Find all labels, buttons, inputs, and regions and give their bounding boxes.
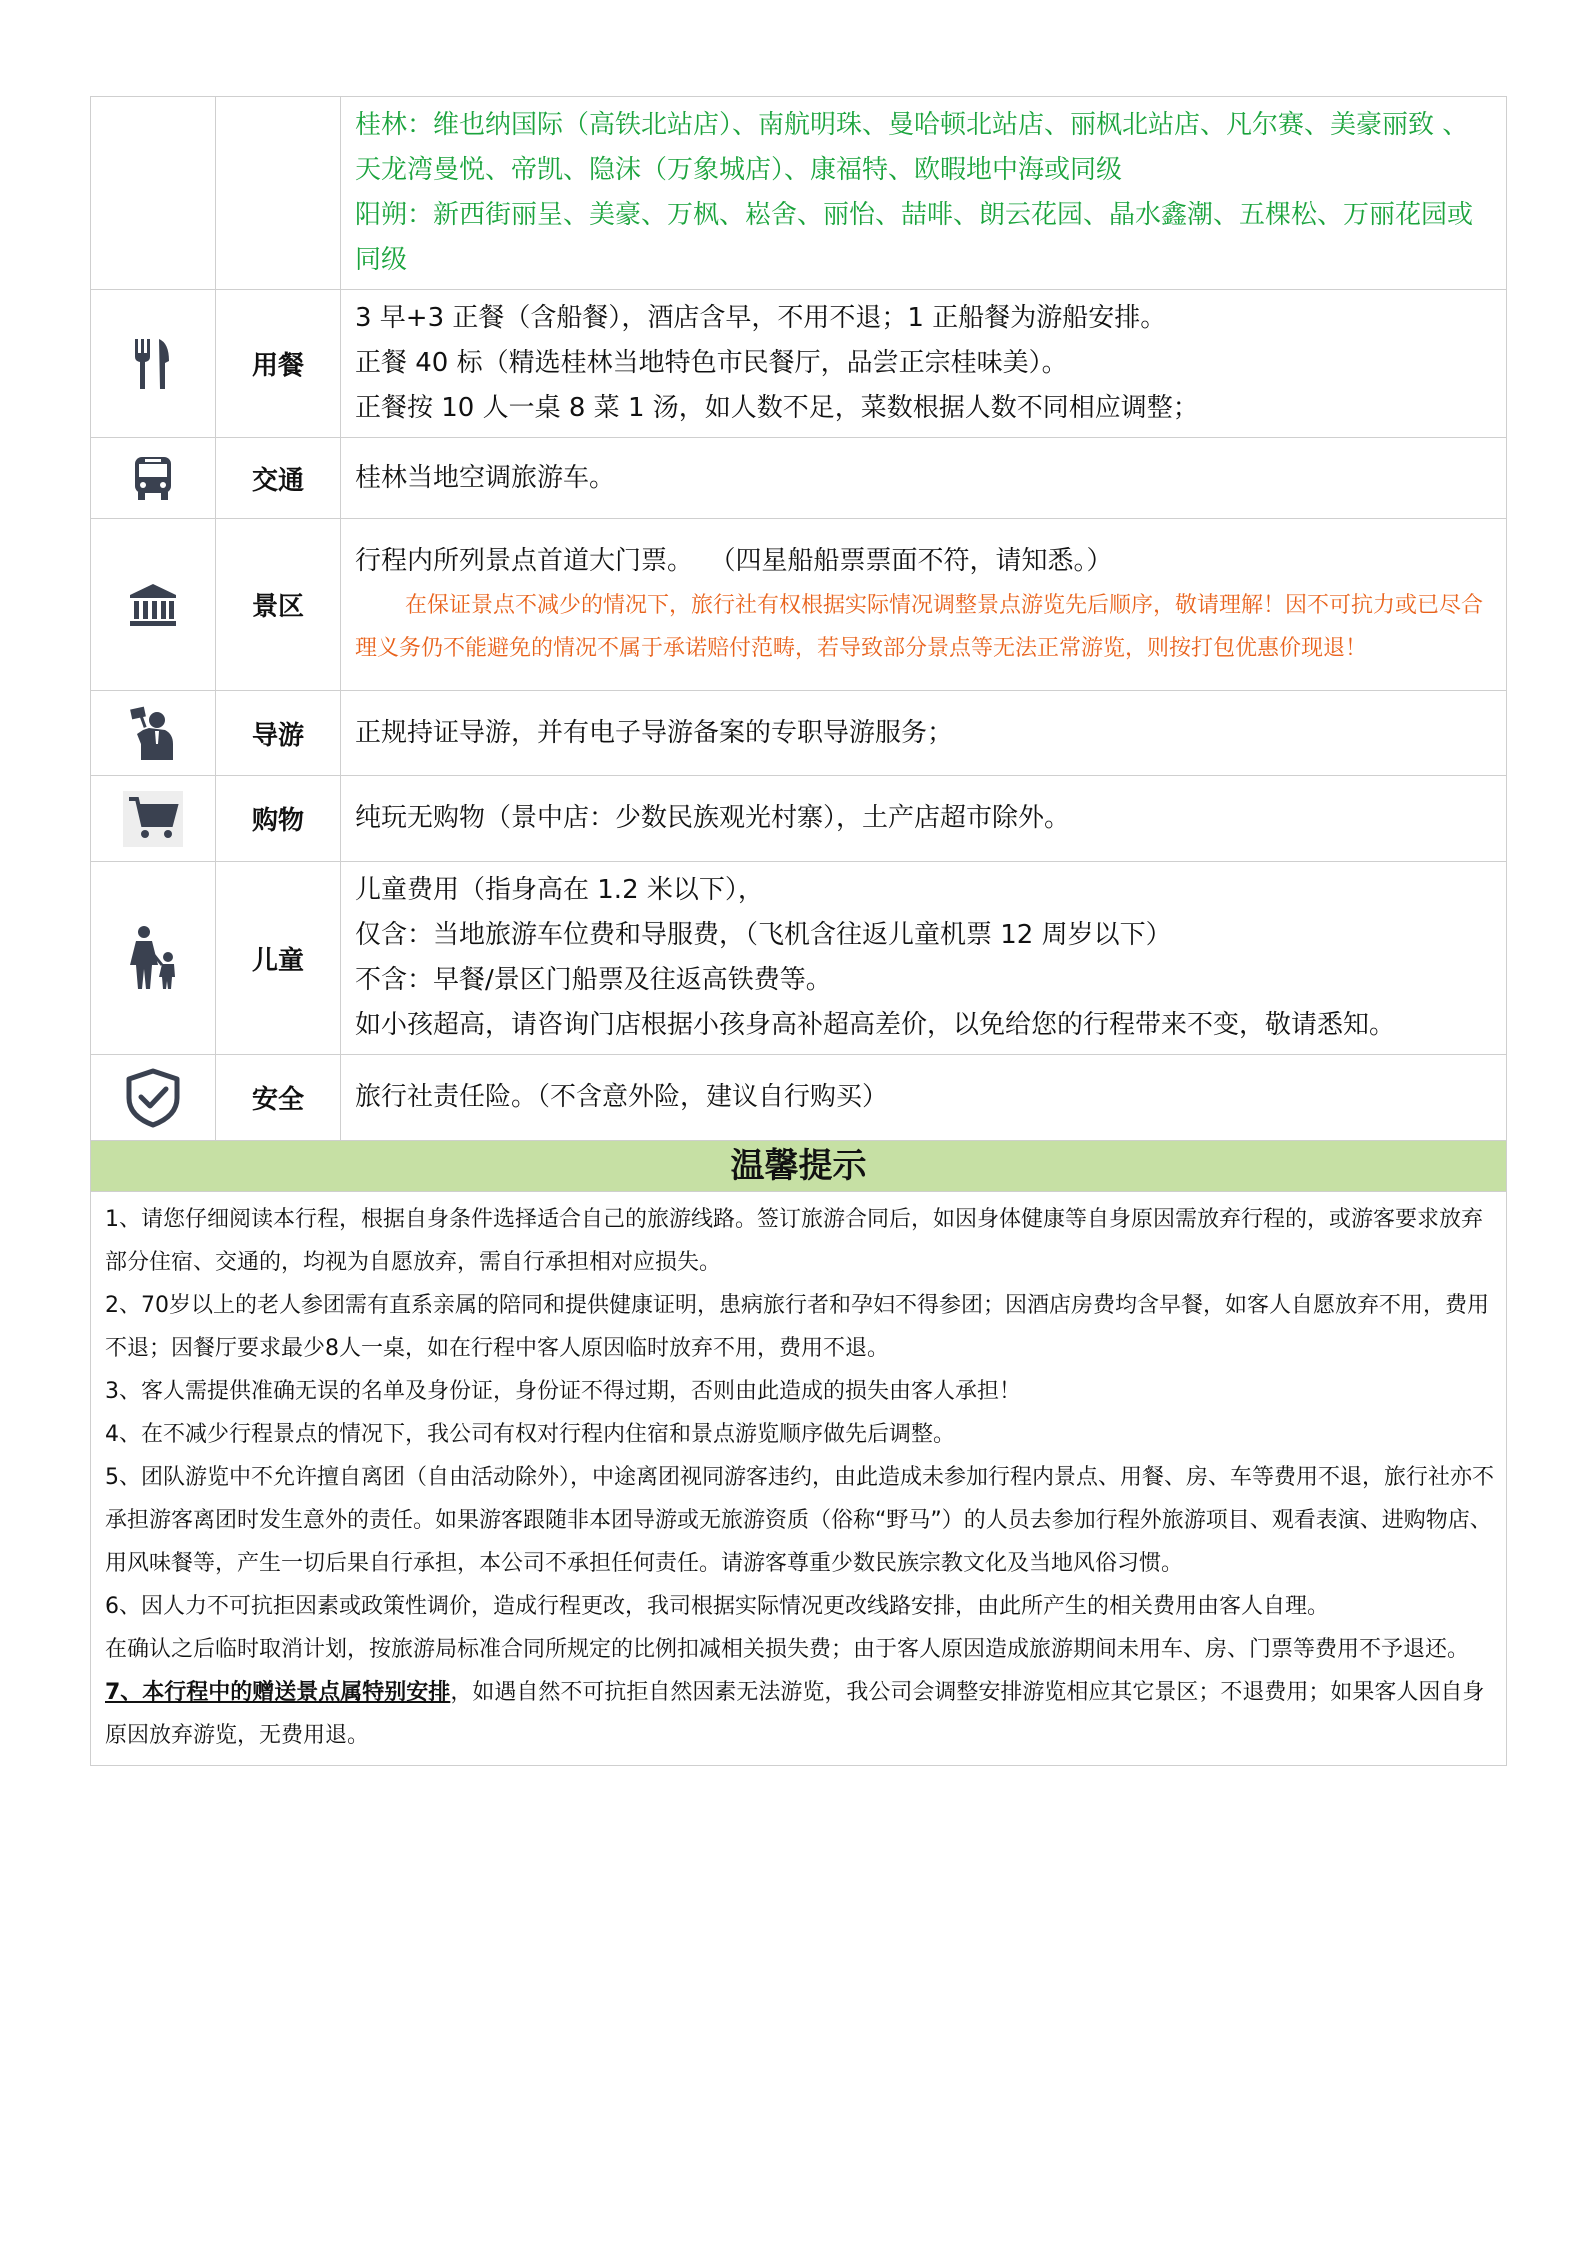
meal-label: 用餐 [216,290,341,438]
meal-line: 正餐 40 标（精选桂林当地特色市民餐厅，品尝正宗桂味美）。 [355,348,1068,378]
tip-item: 4、在不减少行程景点的情况下，我公司有权对行程内住宿和景点游览顺序做先后调整。 [105,1422,955,1447]
safety-label: 安全 [216,1055,341,1141]
guide-row [91,691,1507,776]
tip-item-7-rest: ，如遇自然不可抗拒自然因素无法游览，我公司会调整安排游览相应其它景区；不退费用；如果客人因自身原因放弃游览，无费用退。 [105,1680,1485,1748]
shopping-line: 纯玩无购物（景中店：少数民族观光村寨），土产店超市除外。 [355,803,1071,833]
transport-line: 桂林当地空调旅游车。 [355,462,616,493]
service-table [90,96,1507,1141]
tip-item: 3、客人需提供准确无误的名单及身份证，身份证不得过期，否则由此造成的损失由客人承担！ [105,1379,1022,1404]
meal-line: 3 早+3 正餐（含船餐），酒店含早，不用不退；1 正船餐为游船安排。 [355,303,1167,333]
transport-row [91,438,1507,519]
scenic-content [341,519,1507,691]
meal-content [341,290,1507,438]
scenic-label: 景区 [216,519,341,691]
meal-row [91,290,1507,438]
tip-item: 1、请您仔细阅读本行程，根据自身条件选择适合自己的旅游线路。签订旅游合同后，如因身体健康等自身原因需放弃行程的，或游客要求放弃部分住宿、交通的，均视为自愿放弃，需自行承担相对应损失。 [105,1207,1484,1275]
safety-row [91,1055,1507,1141]
scenic-line: 行程内所列景点首道大门票。 （四星船船票票面不符，请知悉。） [355,546,1113,576]
children-row [91,862,1507,1055]
hotel-label-cell [216,97,341,290]
shopping-content [341,776,1507,862]
shopping-row [91,776,1507,862]
tips-title: 温馨提示 [90,1141,1507,1192]
children-line: 不含：早餐/景区门船票及往返高铁费等。 [355,965,832,995]
safety-content [341,1055,1507,1141]
transport-content [341,438,1507,519]
bus-icon [133,455,173,501]
itinerary-sheet [90,96,1507,1766]
hotel-yangshuo-text: 阳朔：新西街丽呈、美豪、万枫、崧舍、丽怡、喆啡、朗云花园、晶水鑫潮、五棵松、万丽花园或同级 [355,200,1474,275]
scenic-row [91,519,1507,691]
meal-line: 正餐按 10 人一桌 8 菜 1 汤，如人数不足，菜数根据人数不同相应调整； [355,393,1199,423]
children-content [341,862,1507,1055]
parent-child-icon [128,925,178,991]
scenic-note: 在保证景点不减少的情况下，旅行社有权根据实际情况调整景点游览先后顺序，敬请理解！因不可抗力或已尽合理义务仍不能避免的情况不属于承诺赔付范畴，若导致部分景点等无法正常游览，则按打包优惠价现退！ [355,593,1484,661]
tip-item: 5、团队游览中不允许擅自离团（自由活动除外），中途离团视同游客违约，由此造成未参加行程内景点、用餐、房、车等费用不退，旅行社亦不承担游客离团时发生意外的责任。如果游客跟随非本团导游或无旅游资质（俗称“野马”）的人员去参加行程外旅游项目、观看表演、进购物店、用风味餐等，产生一切后果自行承担，本公司不承担任何责任。请游客尊重少数民族宗教文化及当地风俗习惯。 [105,1465,1495,1576]
hotel-content [341,97,1507,290]
tip-item: 6、因人力不可抗拒因素或政策性调价，造成行程更改，我司根据实际情况更改线路安排，由此所产生的相关费用由客人自理。 [105,1594,1330,1619]
shield-check-icon [125,1068,181,1128]
tour-guide-icon [127,704,179,762]
tip-item: 在确认之后临时取消计划，按旅游局标准合同所规定的比例扣减相关损失费；由于客人原因造成旅游期间未用车、房、门票等费用不予退还。 [105,1637,1470,1662]
tip-item: 2、70岁以上的老人参团需有直系亲属的陪同和提供健康证明，患病旅行者和孕妇不得参团；因酒店房费均含早餐，如客人自愿放弃不用，费用不退；因餐厅要求最少8人一桌，如在行程中客人原因临时放弃不用，费用不退。 [105,1293,1489,1361]
hotel-guilin-text: 桂林：维也纳国际（高铁北站店）、南航明珠、曼哈顿北站店、丽枫北站店、凡尔赛、美豪丽致 、天龙湾曼悦、帝凯、隐沫（万象城店）、康福特、欧暇地中海或同级 [355,110,1469,185]
scenic-note-block [355,584,1492,670]
tip-item-7 [105,1671,1496,1757]
shopping-label: 购物 [216,776,341,862]
guide-content [341,691,1507,776]
museum-icon [128,582,178,628]
children-line: 仅含：当地旅游车位费和导服费，（飞机含往返儿童机票 12 周岁以下） [355,920,1172,950]
fork-knife-icon [133,337,173,391]
tips-body [90,1192,1507,1766]
safety-line: 旅行社责任险。（不含意外险，建议自行购买） [355,1082,889,1112]
tip-item-7-emphasis: 7、本行程中的赠送景点属特别安排 [105,1680,451,1705]
hotel-row [91,97,1507,290]
transport-label: 交通 [216,438,341,519]
children-line: 如小孩超高，请咨询门店根据小孩身高补超高差价，以免给您的行程带来不变，敬请悉知。 [355,1010,1396,1040]
guide-line: 正规持证导游，并有电子导游备案的专职导游服务； [355,717,954,748]
shopping-cart-icon [123,791,183,847]
guide-label: 导游 [216,691,341,776]
children-label: 儿童 [216,862,341,1055]
children-line: 儿童费用（指身高在 1.2 米以下）， [355,875,764,905]
hotel-icon-cell [91,97,216,290]
